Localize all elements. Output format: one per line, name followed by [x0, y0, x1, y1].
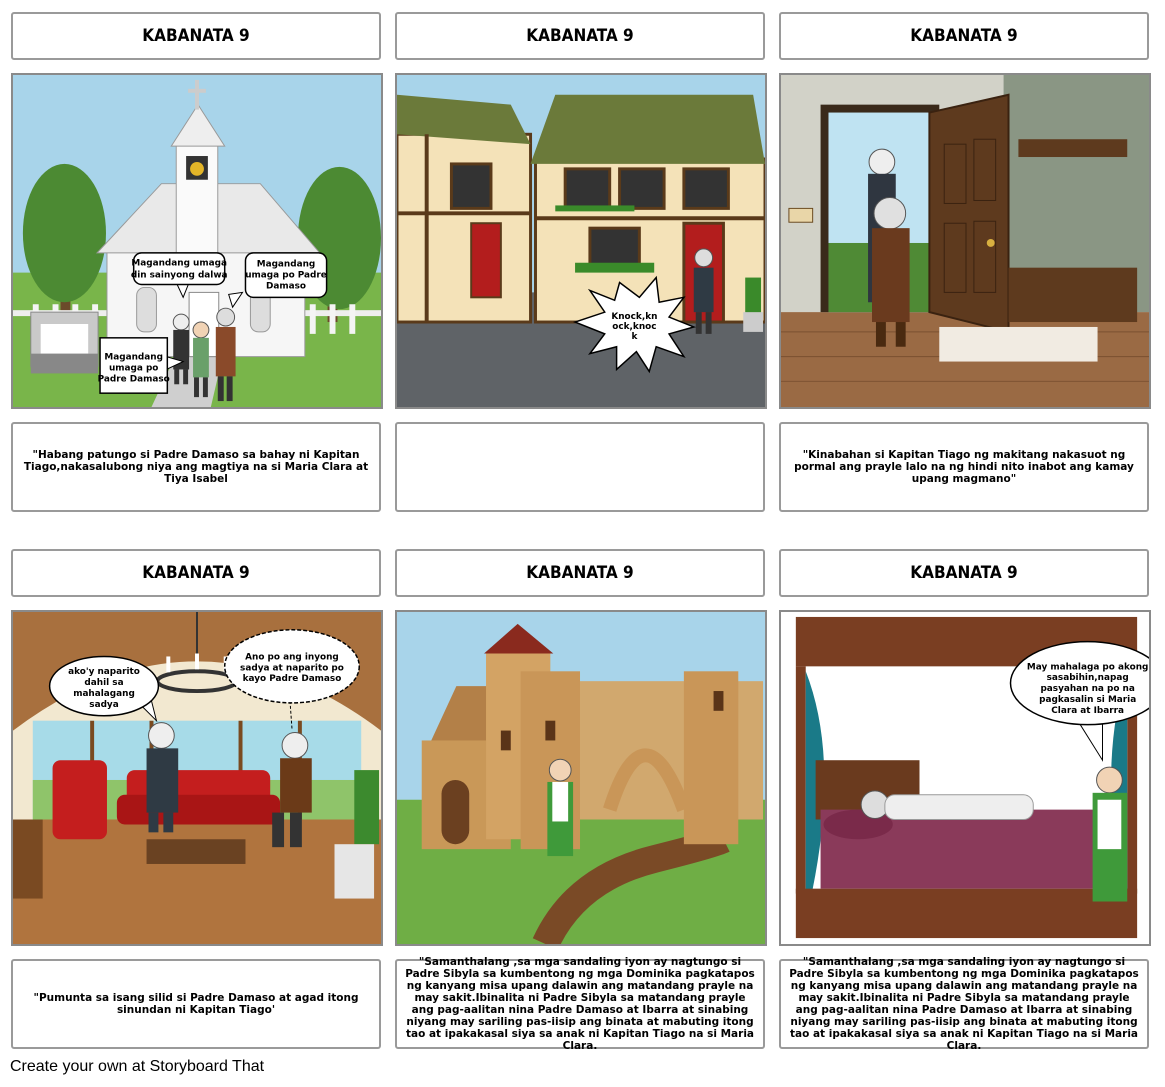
- panel-1-title: KABANATA 9: [11, 12, 381, 60]
- svg-text:Magandang umagadin sainyong da: Magandang umaga din sainyong dalwa: [130, 258, 228, 281]
- padre-sibyla-walking: [547, 759, 573, 856]
- svg-text:Magandangumaga poPadre Damaso: Magandang umaga po Padre Damaso: [97, 352, 170, 385]
- panel-5-caption: "Samanthalang ,sa mga sandaling iyon ay nagtungo si Padre Sibyla sa kumbentong ng mga Dominika pagkatapos ng kanyang misa upang dalawin ang matandang prayle na may sakit.Ibinalita ni Padre Sibyla sa matandang prayle ang pag-aalitan nina Padre Damaso at Ibarra at sinabing niyang may sariling pas-iisip ang binata at mabuting itong tao at ipakakasal siya sa anak ni Kapitan Tiago na si Maria Clara.: [395, 959, 765, 1049]
- panel-3-caption: "Kinabahan si Kapitan Tiago ng makitang nakasuot ng pormal ang prayle lalo na ng hindi nito inabot ang kamay upang magmano": [779, 422, 1149, 512]
- panel-6-caption: "Samanthalang ,sa mga sandaling iyon ay nagtungo si Padre Sibyla sa kumbentong ng mga Dominika pagkatapos ng kanyang misa upang dalawin ang matandang prayle na may sakit.Ibinalita ni Padre Sibyla sa matandang prayle ang pag-aalitan nina Padre Damaso at Ibarra at sinabing niyang may sariling pas-iisip ang binata at mabuting itong tao at ipakakasal siya sa anak ni Kapitan Tiago na si Maria Clara.: [779, 959, 1149, 1049]
- panel-1-scene: [11, 73, 383, 409]
- panel-6-title: KABANATA 9: [779, 549, 1149, 597]
- panel-5-title: KABANATA 9: [395, 549, 765, 597]
- house-left: [397, 95, 531, 322]
- panel-4-title: KABANATA 9: [11, 549, 381, 597]
- storyboardthat-footer-link[interactable]: Create your own at Storyboard That: [10, 1058, 265, 1075]
- panel-6-scene: [779, 610, 1151, 946]
- panel-3-title: KABANATA 9: [779, 12, 1149, 60]
- svg-text:Ano po ang inyongsadya at napa: Ano po ang inyong sadya at naparito po kayo Padre Damaso: [240, 652, 344, 685]
- church-sign: [31, 312, 98, 373]
- bed: [796, 810, 1137, 938]
- svg-text:May mahalaga po akongsasabihin: May mahalaga po akong sasabihin,napag pasyahan na po na pagkasalin si Maria Clara at Ibarra: [1026, 662, 1149, 716]
- red-sofa: [117, 770, 280, 824]
- svg-text:Knock,knock,knock: Knock,kn ock,knoc k: [611, 312, 658, 342]
- panel-5-scene: [395, 610, 767, 946]
- svg-text:Magandangumaga po PadreDamaso: Magandang umaga po Padre Damaso: [245, 259, 327, 292]
- panel-3-scene: [779, 73, 1151, 409]
- svg-text:ako'y naparitodahil samahalaga: ako'y naparito dahil sa mahalagang sadya: [68, 667, 140, 710]
- panel-4-caption: "Pumunta sa isang silid si Padre Damaso at agad itong sinundan ni Kapitan Tiago': [11, 959, 381, 1049]
- panel-4-scene: [11, 610, 383, 946]
- panel-2-scene: [395, 73, 767, 409]
- panel-2-caption: [395, 422, 765, 512]
- panel-2-title: KABANATA 9: [395, 12, 765, 60]
- panel-1-caption: "Habang patungo si Padre Damaso sa bahay ni Kapitan Tiago,nakasalubong niya ang magtiya na si Maria Clara at Tiya Isabel: [11, 422, 381, 512]
